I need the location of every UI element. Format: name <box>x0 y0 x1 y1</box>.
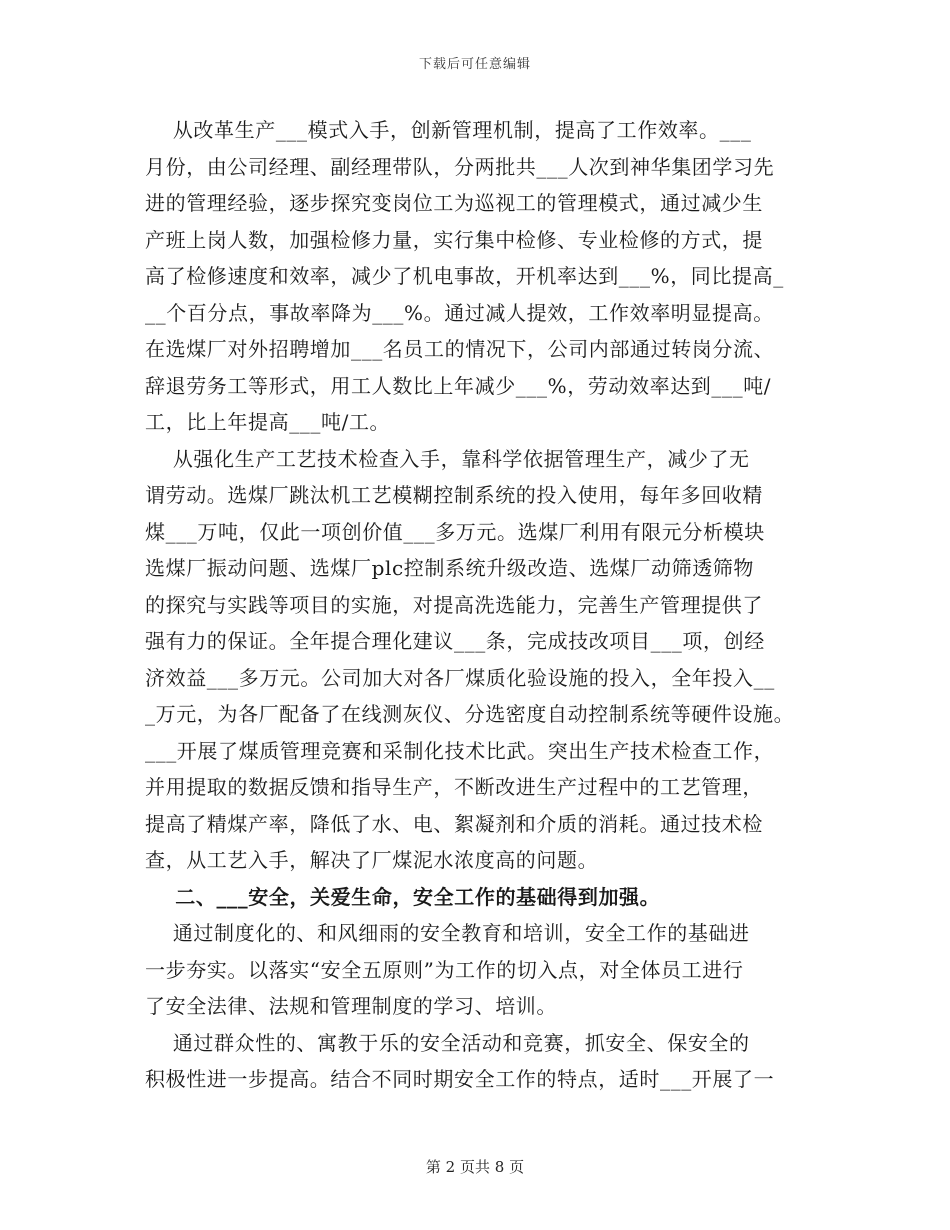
text-line: 通过群众性的、寓教于乐的安全活动和竞赛，抓安全、保安全的 <box>145 1030 750 1055</box>
page-header: 下载后可任意编辑 <box>418 57 531 72</box>
text-line: 产班上岗人数，加强检修力量，实行集中检修、专业检修的方式，提 <box>145 227 763 252</box>
text-line: 煤___万吨，仅此一项创价值___多万元。选煤厂利用有限元分析模块 <box>145 519 765 544</box>
text-line: 选煤厂振动问题、选煤厂plc控制系统升级改造、选煤厂动筛透筛物 <box>145 556 754 580</box>
text-line: 提高了精煤产率，降低了水、电、絮凝剂和介质的消耗。通过技术检 <box>145 811 763 836</box>
text-line: 了安全法律、法规和管理制度的学习、培训。 <box>145 994 557 1018</box>
text-line: 在选煤厂对外招聘增加___名员工的情况下，公司内部通过转岗分流、 <box>145 337 775 361</box>
text-line: 工，比上年提高___吨/工。 <box>145 410 391 434</box>
text-line: 一步夯实。以落实“安全五原则”为工作的切入点，对全体员工进行 <box>145 957 744 982</box>
text-line: 通过制度化的、和风细雨的安全教育和培训，安全工作的基础进 <box>145 921 750 945</box>
text-line: 辞退劳务工等形式，用工人数比上年减少___%，劳动效率达到___吨/ <box>145 373 772 398</box>
text-line: 谓劳动。选煤厂跳汰机工艺模糊控制系统的投入使用，每年多回收精 <box>145 483 763 507</box>
text-line: 的探究与实践等项目的实施，对提高洗选能力，完善生产管理提供了 <box>145 592 763 617</box>
text-line: 查，从工艺入手，解决了厂煤泥水浓度高的问题。 <box>145 848 599 872</box>
text-line: 积极性进一步提高。结合不同时期安全工作的特点，适时___开展了一 <box>145 1067 775 1091</box>
text-line: 进的管理经验，逐步探究变岗位工为巡视工的管理模式，通过减少生 <box>145 191 763 215</box>
text-line: 强有力的保证。全年提合理化建议___条，完成技改项目___项，创经 <box>145 629 765 653</box>
text-line: 高了检修速度和效率，减少了机电事故，开机率达到___%，同比提高_ <box>145 264 784 288</box>
text-line: ___开展了煤质管理竞赛和采制化技术比武。突出生产技术检查工作， <box>145 738 775 763</box>
text-line: __个百分点，事故率降为___%。通过减人提效，工作效率明显提高。 <box>145 300 774 325</box>
text-line: 从强化生产工艺技术检查入手，靠科学依据管理生产，减少了无 <box>145 446 750 471</box>
section-heading: 二、___安全，关爱生命，安全工作的基础得到加强。 <box>145 884 661 909</box>
page-footer: 第 2 页共 8 页 <box>425 1158 525 1176</box>
text-line: 从改革生产___模式入手，创新管理机制，提高了工作效率。___ <box>145 118 752 142</box>
text-line: 济效益___多万元。公司加大对各厂煤质化验设施的投入，全年投入__ <box>145 665 775 690</box>
document-body <box>145 112 805 1098</box>
text-line: 月份，由公司经理、副经理带队，分两批共___人次到神华集团学习先 <box>145 154 775 179</box>
text-line: 并用提取的数据反馈和指导生产，不断改进生产过程中的工艺管理， <box>145 775 763 799</box>
text-line: _万元，为各厂配备了在线测灰仪、分选密度自动控制系统等硬件设施。 <box>145 702 795 726</box>
